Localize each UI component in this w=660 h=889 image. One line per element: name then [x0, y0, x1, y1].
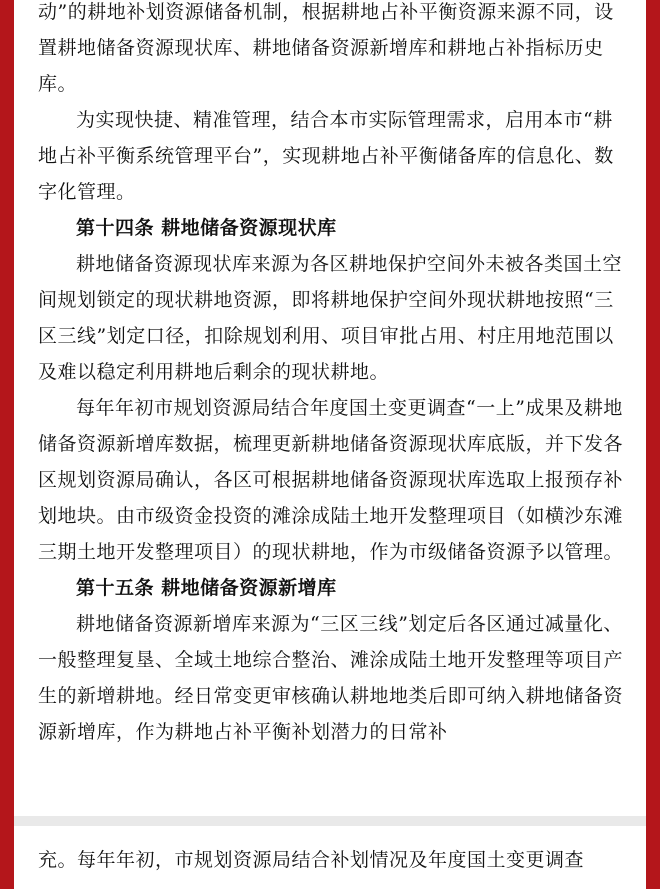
article-14-paragraph-2: 每年年初市规划资源局结合年度国土变更调查“一上”成果及耕地储备资源新增库数据，梳理更新耕地储备资源现状库底版，并下发各区规划资源局确认，各区可根据耕地储备资源现状库选取上报预存补划地块。由市级资金投资的滩涂成陆土地开发整理项目（如横沙东滩三期土地开发整理项目）的现状耕地，作为市级储备资源予以管理。 [38, 397, 624, 563]
left-red-frame [0, 0, 14, 889]
bottom-continuation-line: 充。每年年初，市规划资源局结合补划情况及年度国土变更调查 [38, 849, 585, 871]
page-separator [14, 816, 646, 826]
right-red-frame [646, 0, 660, 889]
paragraph-continuation: 动”的耕地补划资源储备机制，根据耕地占补平衡资源来源不同，设置耕地储备资源现状库、耕地储备资源新增库和耕地占补指标历史库。 [38, 1, 614, 95]
article-14-paragraph-1: 耕地储备资源现状库来源为各区耕地保护空间外未被各类国土空间规划锁定的现状耕地资源，即将耕地保护空间外现状耕地按照“三区三线”划定口径，扣除规划利用、项目审批占用、村庄用地范围以及难以稳定利用耕地后剩余的现状耕地。 [38, 253, 623, 383]
next-page-text [14, 842, 646, 878]
article-15-heading: 第十五条 耕地储备资源新增库 [76, 577, 337, 599]
next-page-fragment [14, 826, 646, 889]
paragraph-platform: 为实现快捷、精准管理，结合本市实际管理需求，启用本市“耕地占补平衡系统管理平台”，实现耕地占补平衡储备库的信息化、数字化管理。 [38, 109, 614, 203]
article-14-heading: 第十四条 耕地储备资源现状库 [76, 217, 337, 239]
document-body [14, 0, 646, 750]
article-15-paragraph-1: 耕地储备资源新增库来源为“三区三线”划定后各区通过减量化、一般整理复垦、全域土地综合整治、滩涂成陆土地开发整理等项目产生的新增耕地。经日常变更审核确认耕地地类后即可纳入耕地储备资源新增库，作为耕地占补平衡补划潜力的日常补 [38, 613, 624, 743]
document-page [14, 0, 646, 816]
